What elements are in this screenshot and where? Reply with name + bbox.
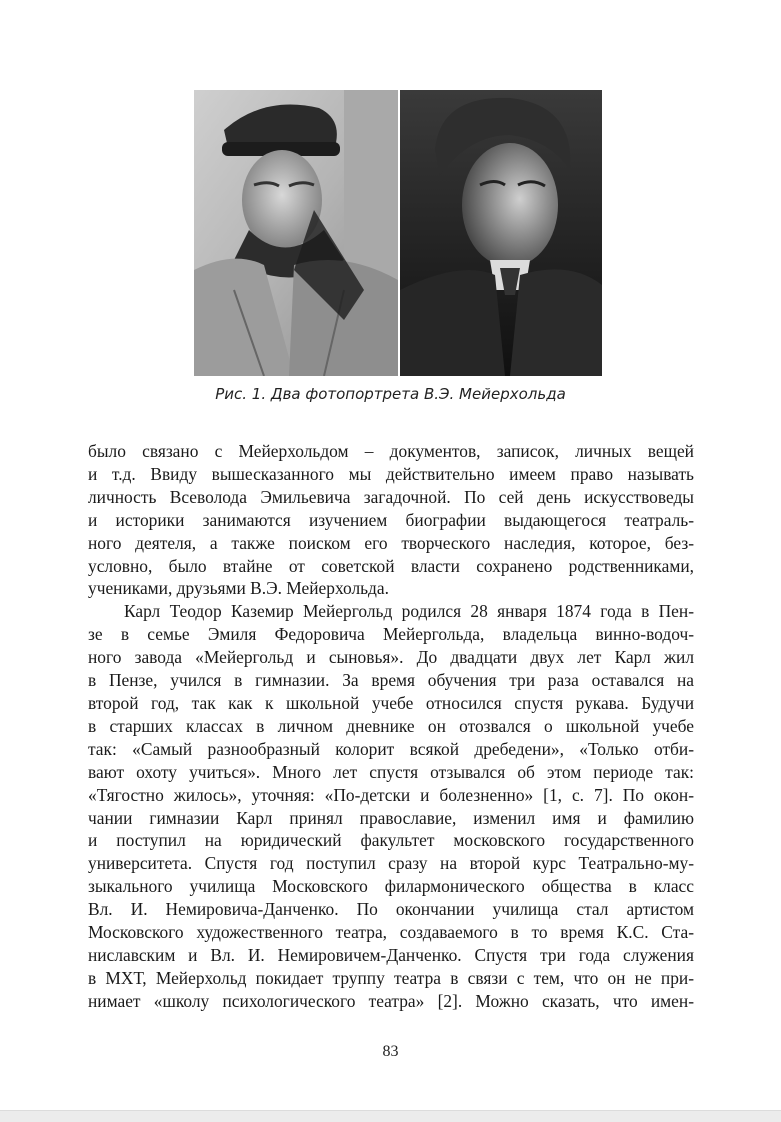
text-line: зыкального училища Московского филармонического общества в класс bbox=[88, 876, 694, 897]
text-line: и историки занимаются изучением биографии выдающегося театраль- bbox=[88, 509, 694, 530]
text-line: в МХТ, Мейерхольд покидает труппу театра в связи с тем, что он не при- bbox=[88, 967, 694, 988]
figure-caption: Рис. 1. Два фотопортрета В.Э. Мейерхольда bbox=[215, 385, 566, 403]
bottom-edge bbox=[0, 1110, 781, 1122]
text-line: чании гимназии Карл принял православие, изменил имя и фамилию bbox=[88, 807, 694, 828]
text-line: так: «Самый разнообразный колорит всякой дребедени», «Только отби- bbox=[88, 738, 694, 759]
text-line: второй год, так как к школьной учебе относился спустя рукава. Будучи bbox=[88, 692, 694, 713]
page-number: 83 bbox=[382, 1043, 399, 1060]
text-line: ного завода «Мейергольд и сыновья». До двадцати двух лет Карл жил bbox=[88, 647, 694, 668]
text-line: в Пензе, учился в гимназии. За время обучения три раза оставался на bbox=[88, 670, 694, 691]
text-line: Московского художественного театра, создаваемого в то время К.С. Ста- bbox=[88, 922, 694, 943]
text-line: Карл Теодор Каземир Мейергольд родился 28 января 1874 года в Пен- bbox=[124, 601, 694, 622]
portrait-photo-left bbox=[194, 90, 398, 376]
text-line: и поступил на юридический факультет московского государственного bbox=[88, 830, 694, 851]
text-line: нимает «школу психологического театра» [2]. Можно сказать, что имен- bbox=[88, 990, 694, 1011]
text-line: Вл. И. Немировича-Данченко. По окончании училища стал артистом bbox=[88, 899, 694, 920]
text-line: «Тягостно жилось», уточняя: «По-детски и болезненно» [1, с. 7]. По окон- bbox=[88, 784, 694, 805]
body-text bbox=[88, 440, 694, 1013]
text-line: ного деятеля, а также поиском его творческого наследия, которое, без- bbox=[88, 532, 694, 553]
text-line: учениками, друзьями В.Э. Мейерхольда. bbox=[88, 578, 389, 599]
text-line: и т.д. Ввиду вышесказанного мы действительно имеем право называть bbox=[88, 463, 694, 484]
text-line: было связано с Мейерхольдом – документов, записок, личных вещей bbox=[88, 441, 694, 461]
figure-portraits bbox=[194, 90, 602, 376]
text-line: личность Всеволода Эмильевича загадочной. По сей день искусствоведы bbox=[88, 486, 694, 507]
text-line: вают охоту учиться». Много лет спустя отзывался об этом периоде так: bbox=[88, 761, 694, 782]
text-line: в старших классах в личном дневнике он отозвался о школьной учебе bbox=[88, 715, 694, 736]
text-line: условно, было втайне от советской власти сохранено родственниками, bbox=[88, 555, 694, 576]
text-line: ниславским и Вл. И. Немировичем-Данченко. Спустя три года служения bbox=[88, 944, 694, 965]
text-line: университета. Спустя год поступил сразу на второй курс Театрально-му- bbox=[88, 853, 694, 874]
text-line: зе в семье Эмиля Федоровича Мейергольда, владельца винно-водоч- bbox=[88, 624, 694, 645]
portrait-photo-right bbox=[400, 90, 602, 376]
